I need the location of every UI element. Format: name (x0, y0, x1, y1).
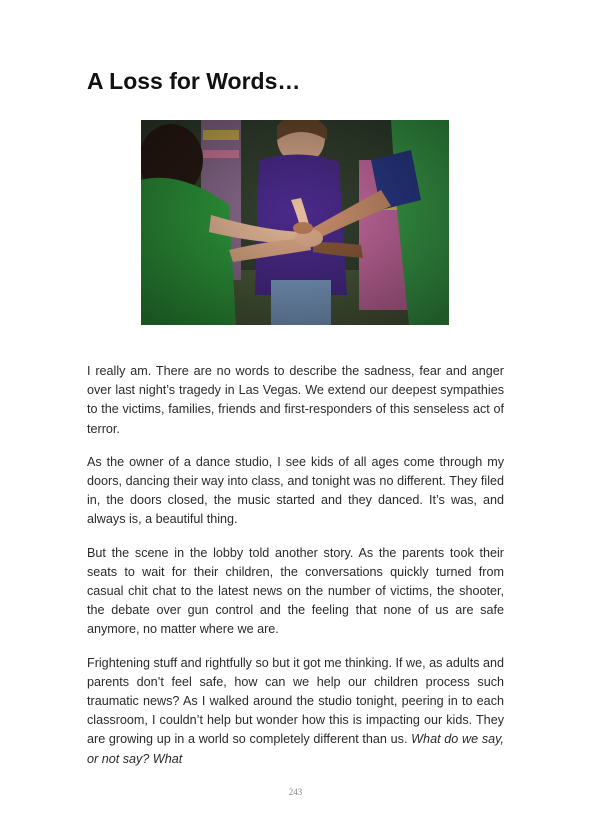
paragraph-3: But the scene in the lobby told another story. As the parents took their seats to wait for their children, the conversations quickly turned from casual chit chat to the latest news on the number of victims, the shooter, the debate over gun control and the feeling that none of us are safe anymore, no matter where we are. (87, 545, 504, 637)
page-title: A Loss for Words… (87, 68, 301, 94)
paragraph-4-text: Frightening stuff and rightfully so but it got me thinking. If we, as adults and parents don’t feel safe, how can we help our children process such traumatic news? As I walked around the studio tonight, peering in to each classroom, I couldn’t help but wonder how this is impacting our kids. They are growing up in a world so completely different than us. (87, 655, 504, 747)
paragraph-4-italic: What do we say, or not say? What (87, 732, 504, 766)
article-body (87, 362, 504, 783)
hands-together-photo (141, 120, 449, 325)
page-number: 243 (288, 787, 303, 797)
paragraph-2: As the owner of a dance studio, I see kids of all ages come through my doors, dancing their way into class, and tonight was no different. They filed in, the doors closed, the music started and they danced. It’s was, and always is, a beautiful thing. (87, 454, 504, 527)
paragraph-1: I really am. There are no words to describe the sadness, fear and anger over last night’s tragedy in Las Vegas. We extend our deepest sympathies to the victims, families, friends and first-responders of this senseless act of terror. (87, 364, 504, 436)
paragraph-4 (87, 654, 504, 769)
